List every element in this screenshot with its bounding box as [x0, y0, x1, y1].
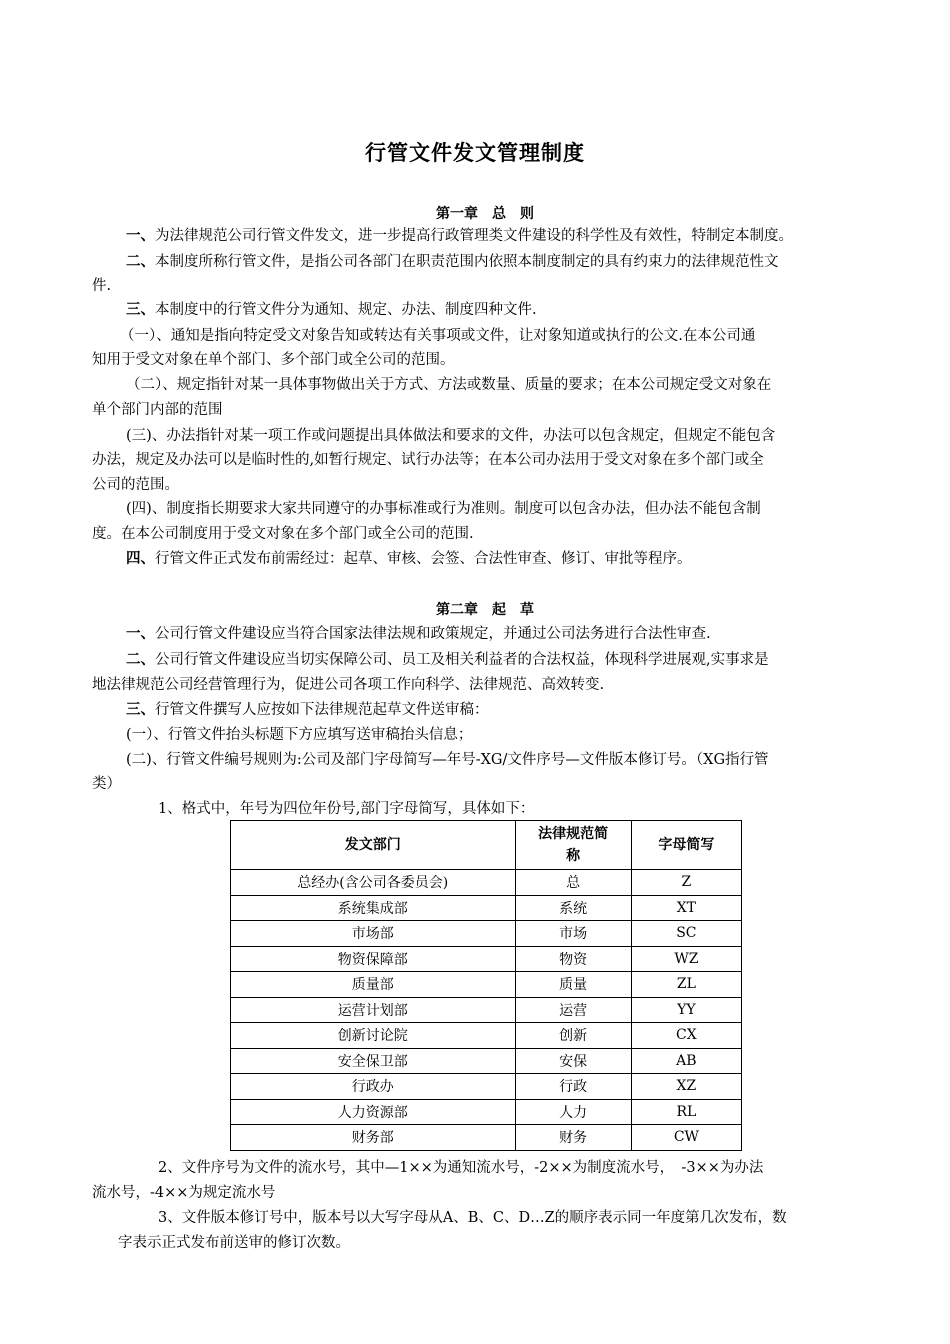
ch1-paragraph-2 — [126, 252, 779, 272]
cell-letter-code: CX — [631, 1023, 741, 1049]
ch2-paragraph-2 — [126, 650, 769, 670]
ch1-sub-3-line-2: 办法，规定及办法可以是临时性的,如暂行规定、试行办法等；在本公司办法用于受文对象在多个部门或全 — [92, 452, 764, 468]
ch1-paragraph-2-cont: 件. — [92, 278, 112, 294]
ch2-p3-text: 行管文件撰写人应按如下法律规范起草文件送审稿： — [155, 702, 489, 718]
table-row — [231, 870, 742, 896]
ch2-paragraph-3 — [126, 700, 489, 720]
cell-department: 质量部 — [231, 972, 516, 998]
cell-letter-code: Z — [631, 870, 741, 896]
cell-department: 系统集成部 — [231, 895, 516, 921]
ch1-sub-2-line-1: （二）、规定指针对某一具体事物做出关于方式、方法或数量、质量的要求；在本公司规定受文对象在 — [126, 377, 772, 393]
cell-department: 创新讨论院 — [231, 1023, 516, 1049]
header-letter-code: 字母简写 — [631, 821, 741, 870]
cell-short-name: 物资 — [515, 946, 631, 972]
cell-department: 人力资源部 — [231, 1099, 516, 1125]
ch1-p3-lead: 三、 — [126, 302, 155, 318]
header-short-name: 法律规范简 称 — [515, 821, 631, 870]
cell-department: 安全保卫部 — [231, 1048, 516, 1074]
cell-department: 市场部 — [231, 921, 516, 947]
cell-letter-code: ZL — [631, 972, 741, 998]
ch2-paragraph-2-cont: 地法律规范公司经营管理行为，促进公司各项工作向科学、法律规范、高效转变. — [92, 677, 605, 693]
cell-letter-code: XZ — [631, 1074, 741, 1100]
ch2-sub-1: (一）、行管文件抬头标题下方应填写送审稿抬头信息； — [126, 727, 473, 743]
ch2-item-3-line-1: 3、文件版本修订号中，版本号以大写字母从A、B、C、D…Z的顺序表示同一年度第几次发布，数 — [158, 1210, 787, 1226]
ch1-sub-3-line-1: (三)、办法指针对某一项工作或问题提出具体做法和要求的文件，办法可以包含规定，但规定不能包含 — [126, 428, 776, 444]
cell-short-name: 行政 — [515, 1074, 631, 1100]
ch1-paragraph-1 — [126, 226, 793, 246]
cell-department: 行政办 — [231, 1074, 516, 1100]
ch2-p1-text: 公司行管文件建设应当符合国家法律法规和政策规定，并通过公司法务进行合法性审查. — [155, 626, 711, 642]
chapter-1-heading: 第一章 总 则 — [436, 206, 534, 222]
ch2-item-1: 1、格式中，年号为四位年份号,部门字母简写，具体如下： — [158, 801, 535, 817]
cell-short-name: 人力 — [515, 1099, 631, 1125]
ch2-p2-lead: 二、 — [126, 652, 155, 668]
ch1-paragraph-4 — [126, 549, 692, 569]
ch1-sub-4-line-2: 度。在本公司制度用于受文对象在多个部门或全公司的范围. — [92, 526, 474, 542]
table-row — [231, 972, 742, 998]
ch1-paragraph-3 — [126, 300, 537, 320]
table-row — [231, 1048, 742, 1074]
table-row — [231, 1023, 742, 1049]
table-row — [231, 895, 742, 921]
cell-letter-code: WZ — [631, 946, 741, 972]
cell-letter-code: XT — [631, 895, 741, 921]
ch2-item-2-line-1: 2、文件序号为文件的流水号，其中—1××为通知流水号，-2××为制度流水号， -3××为办法 — [158, 1160, 764, 1176]
cell-letter-code: CW — [631, 1125, 741, 1151]
ch1-sub-4-line-1: (四)、制度指长期要求大家共同遵守的办事标准或行为准则。制度可以包含办法，但办法不能包含制 — [126, 501, 761, 517]
chapter-2-heading: 第二章 起 草 — [436, 602, 534, 618]
ch2-item-3-line-2: 字表示正式发布前送审的修订次数。 — [118, 1235, 350, 1251]
cell-short-name: 市场 — [515, 921, 631, 947]
cell-short-name: 质量 — [515, 972, 631, 998]
table-row — [231, 997, 742, 1023]
ch1-p4-text: 行管文件正式发布前需经过：起草、审核、会签、合法性审查、修订、审批等程序。 — [155, 551, 692, 567]
department-code-table — [230, 820, 742, 1151]
ch2-sub-2-line-1: (二)、行管文件编号规则为:公司及部门字母简写—年号-XG/文件序号—文件版本修订号。（XG指行管 — [126, 752, 769, 768]
cell-letter-code: SC — [631, 921, 741, 947]
ch2-sub-2-line-2: 类） — [92, 776, 121, 792]
ch1-sub-1-line-2: 知用于受文对象在单个部门、多个部门或全公司的范围。 — [92, 352, 455, 368]
cell-department: 运营计划部 — [231, 997, 516, 1023]
ch2-p3-lead: 三、 — [126, 702, 155, 718]
ch1-sub-1-line-1: （一）、通知是指向特定受文对象告知或转达有关事项或文件，让对象知道或执行的公文.在本公司通 — [120, 328, 756, 344]
ch2-p1-lead: 一、 — [126, 626, 155, 642]
cell-short-name: 运营 — [515, 997, 631, 1023]
cell-short-name: 创新 — [515, 1023, 631, 1049]
ch2-paragraph-1 — [126, 624, 711, 644]
ch1-p3-text: 本制度中的行管文件分为通知、规定、办法、制度四种文件. — [155, 302, 537, 318]
page-title: 行管文件发文管理制度 — [365, 141, 585, 165]
table-header-row — [231, 821, 742, 870]
table-row — [231, 1125, 742, 1151]
header-department: 发文部门 — [231, 821, 516, 870]
table-row — [231, 1074, 742, 1100]
cell-department: 财务部 — [231, 1125, 516, 1151]
table-row — [231, 921, 742, 947]
ch1-sub-2-line-2: 单个部门内部的范围 — [92, 402, 223, 418]
cell-department: 物资保障部 — [231, 946, 516, 972]
ch2-p2-text: 公司行管文件建设应当切实保障公司、员工及相关利益者的合法权益，体现科学进展观,实事求是 — [155, 652, 769, 668]
cell-letter-code: RL — [631, 1099, 741, 1125]
ch1-p1-text: 为法律规范公司行管文件发文，进一步提高行政管理类文件建设的科学性及有效性，特制定本制度。 — [155, 228, 793, 244]
ch1-p2-text: 本制度所称行管文件，是指公司各部门在职责范围内依照本制度制定的具有约束力的法律规范性文 — [155, 254, 779, 270]
table-row — [231, 946, 742, 972]
cell-short-name: 总 — [515, 870, 631, 896]
cell-letter-code: YY — [631, 997, 741, 1023]
cell-short-name: 系统 — [515, 895, 631, 921]
ch1-sub-3-line-3: 公司的范围。 — [92, 477, 179, 493]
cell-short-name: 财务 — [515, 1125, 631, 1151]
cell-department: 总经办(含公司各委员会) — [231, 870, 516, 896]
cell-letter-code: AB — [631, 1048, 741, 1074]
ch1-p4-lead: 四、 — [126, 551, 155, 567]
cell-short-name: 安保 — [515, 1048, 631, 1074]
ch1-p1-lead: 一、 — [126, 228, 155, 244]
table-row — [231, 1099, 742, 1125]
ch2-item-2-line-2: 流水号，-4××为规定流水号 — [92, 1185, 276, 1201]
ch1-p2-lead: 二、 — [126, 254, 155, 270]
